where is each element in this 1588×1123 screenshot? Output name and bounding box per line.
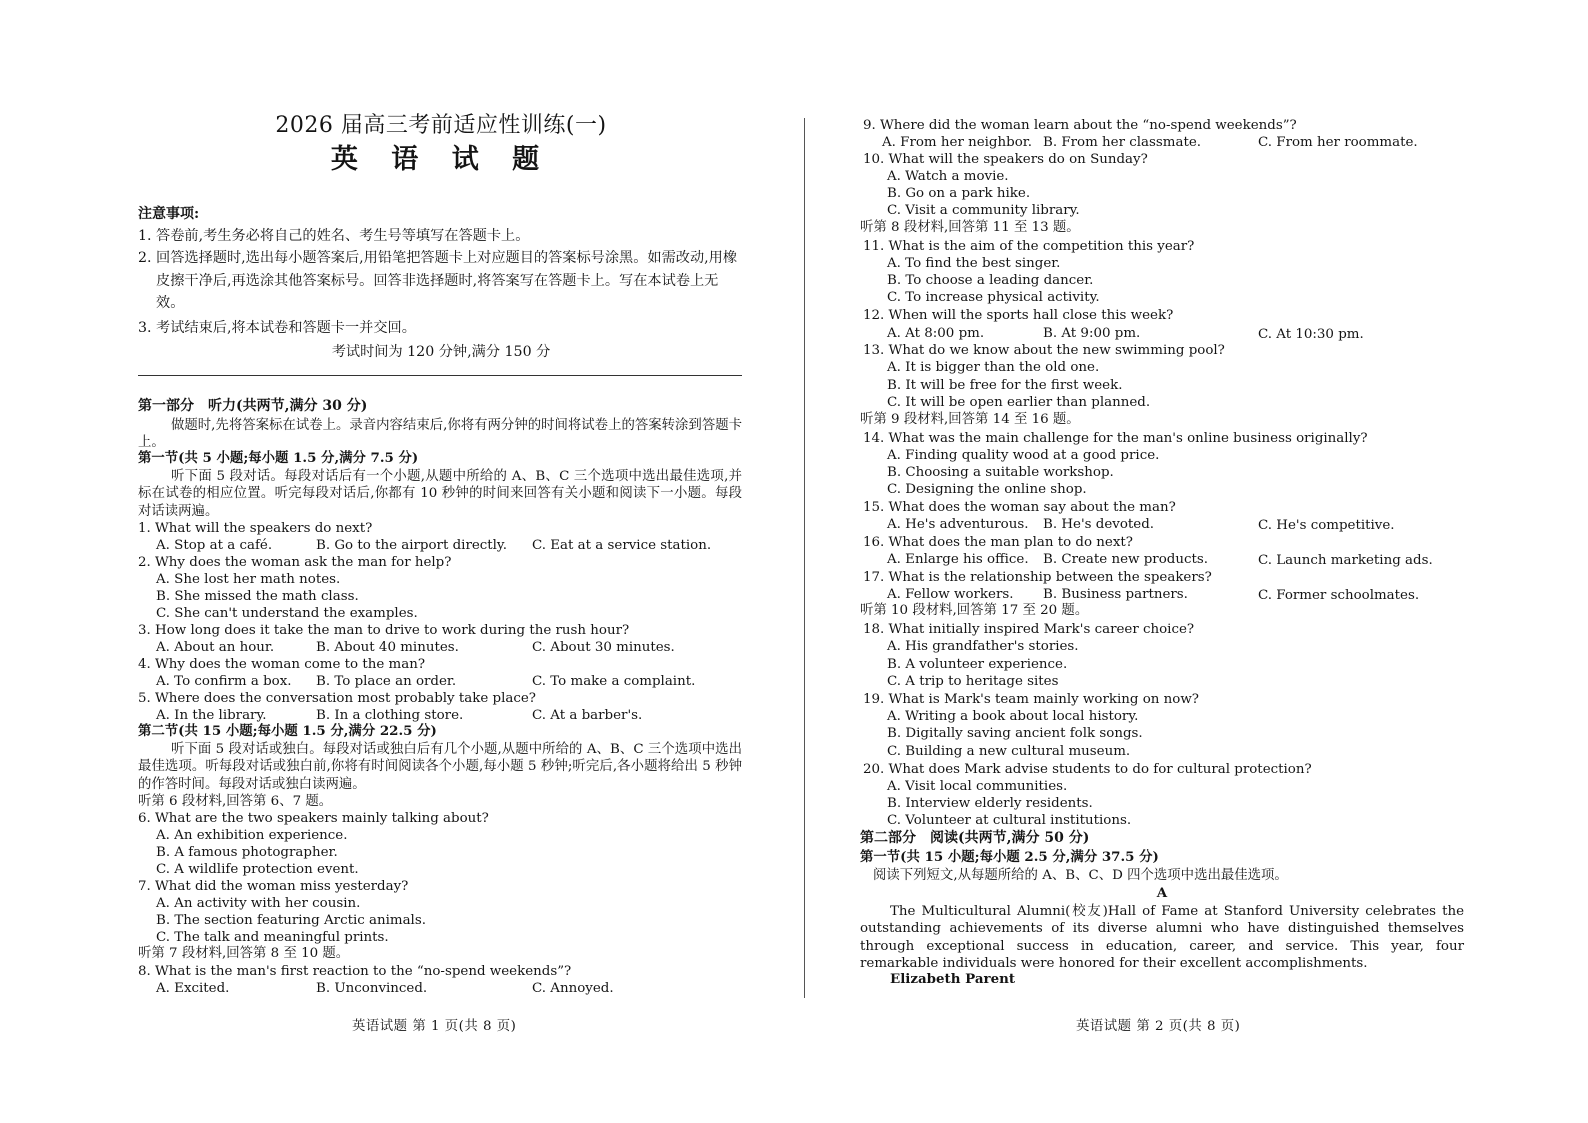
note-text: 答卷前,考生务必将自己的姓名、考生号等填写在答题卡上。 bbox=[156, 228, 530, 244]
question-8: 8. What is the man's first reaction to the “no-spend weekends”? bbox=[138, 964, 572, 979]
option-3a: A. About an hour. bbox=[156, 640, 275, 655]
note-number: 1. bbox=[138, 228, 152, 244]
option-17c: C. Former schoolmates. bbox=[1258, 588, 1420, 603]
reading-section1-heading: 第一节(共 15 小题;每小题 2.5 分,满分 37.5 分) bbox=[860, 849, 1159, 865]
option-11c: C. To increase physical activity. bbox=[887, 290, 1100, 305]
question-11: 11. What is the aim of the competition this year? bbox=[863, 239, 1195, 254]
option-20c: C. Volunteer at cultural institutions. bbox=[887, 813, 1132, 828]
option-14b: B. Choosing a suitable workshop. bbox=[887, 465, 1114, 480]
option-17a: A. Fellow workers. bbox=[887, 587, 1014, 602]
passage-label: A bbox=[1156, 885, 1168, 901]
option-6a: A. An exhibition experience. bbox=[156, 828, 348, 843]
option-19a: A. Writing a book about local history. bbox=[887, 709, 1139, 724]
part1-heading: 第一部分 听力(共两节,满分 30 分) bbox=[138, 398, 368, 414]
option-4c: C. To make a complaint. bbox=[532, 674, 696, 689]
option-5a: A. In the library. bbox=[156, 708, 267, 723]
part1-intro: 做题时,先将答案标在试卷上。录音内容结束后,你将有两分钟的时间将试卷上的答案转涂到答题卡上。 bbox=[138, 418, 742, 451]
note-item-3 bbox=[138, 317, 744, 340]
question-3: 3. How long does it take the man to drive to work during the rush hour? bbox=[138, 623, 630, 638]
note-text: 回答选择题时,选出每小题答案后,用铅笔把答题卡上对应题目的答案标号涂黑。如需改动,用橡皮擦干净后,再选涂其他答案标号。回答非选择题时,将答案写在答题卡上。写在本试卷上无效。 bbox=[156, 250, 738, 311]
note-item-1 bbox=[138, 225, 744, 248]
option-6b: B. A famous photographer. bbox=[156, 845, 338, 860]
note-number: 3. bbox=[138, 320, 152, 336]
option-16a: A. Enlarge his office. bbox=[887, 552, 1029, 567]
option-5b: B. In a clothing store. bbox=[316, 708, 464, 723]
question-4: 4. Why does the woman come to the man? bbox=[138, 657, 426, 672]
option-16b: B. Create new products. bbox=[1043, 552, 1208, 567]
question-6: 6. What are the two speakers mainly talking about? bbox=[138, 811, 489, 826]
option-7c: C. The talk and meaningful prints. bbox=[156, 930, 389, 945]
question-9: 9. Where did the woman learn about the “no-spend weekends”? bbox=[863, 118, 1297, 133]
section1-intro: 听下面 5 段对话。每段对话后有一个小题,从题中所给的 A、B、C 三个选项中选出最佳选项,并标在试卷的相应位置。听完每段对话后,你都有 10 秒钟的时间来回答有关小题和阅读下一小题。每段对话读两遍。 bbox=[138, 469, 742, 519]
option-1c: C. Eat at a service station. bbox=[532, 538, 712, 553]
option-8b: B. Unconvinced. bbox=[316, 981, 428, 996]
option-9a: A. From her neighbor. bbox=[882, 135, 1032, 150]
option-7a: A. An activity with her cousin. bbox=[156, 896, 361, 911]
page-footer-left: 英语试题 第 1 页(共 8 页) bbox=[352, 1019, 517, 1034]
page-footer-right: 英语试题 第 2 页(共 8 页) bbox=[1076, 1019, 1241, 1034]
option-1a: A. Stop at a café. bbox=[156, 538, 273, 553]
question-14: 14. What was the main challenge for the man's online business originally? bbox=[863, 431, 1368, 446]
material-9-instruction: 听第 9 段材料,回答第 14 至 16 题。 bbox=[860, 412, 1080, 427]
question-7: 7. What did the woman miss yesterday? bbox=[138, 879, 409, 894]
option-15b: B. He's devoted. bbox=[1043, 517, 1155, 532]
reading-section1-intro: 阅读下列短文,从每题所给的 A、B、C、D 四个选项中选出最佳选项。 bbox=[873, 868, 1288, 883]
question-2: 2. Why does the woman ask the man for help? bbox=[138, 555, 452, 570]
option-2c: C. She can't understand the examples. bbox=[156, 606, 418, 621]
option-3c: C. About 30 minutes. bbox=[532, 640, 675, 655]
section2-heading: 第二节(共 15 小题;每小题 1.5 分,满分 22.5 分) bbox=[138, 723, 437, 739]
question-18: 18. What initially inspired Mark's career choice? bbox=[863, 622, 1195, 637]
option-6c: C. A wildlife protection event. bbox=[156, 862, 359, 877]
option-9b: B. From her classmate. bbox=[1043, 135, 1202, 150]
option-10a: A. Watch a movie. bbox=[887, 169, 1009, 184]
option-8a: A. Excited. bbox=[156, 981, 230, 996]
question-13: 13. What do we know about the new swimming pool? bbox=[863, 343, 1225, 358]
option-7b: B. The section featuring Arctic animals. bbox=[156, 913, 426, 928]
option-8c: C. Annoyed. bbox=[532, 981, 614, 996]
option-10c: C. Visit a community library. bbox=[887, 203, 1080, 218]
option-13b: B. It will be free for the first week. bbox=[887, 378, 1123, 393]
option-18c: C. A trip to heritage sites bbox=[887, 674, 1059, 689]
note-text: 考试结束后,将本试卷和答题卡一并交回。 bbox=[156, 320, 416, 336]
option-15c: C. He's competitive. bbox=[1258, 518, 1395, 533]
option-2b: B. She missed the math class. bbox=[156, 589, 359, 604]
option-19c: C. Building a new cultural museum. bbox=[887, 744, 1131, 759]
passage-subheading: Elizabeth Parent bbox=[890, 971, 1016, 987]
exam-title-line2: 英 语 试 题 bbox=[330, 144, 552, 175]
option-20b: B. Interview elderly residents. bbox=[887, 796, 1093, 811]
option-18a: A. His grandfather's stories. bbox=[887, 639, 1079, 654]
option-3b: B. About 40 minutes. bbox=[316, 640, 459, 655]
option-16c: C. Launch marketing ads. bbox=[1258, 553, 1433, 568]
option-12a: A. At 8:00 pm. bbox=[887, 326, 985, 341]
question-10: 10. What will the speakers do on Sunday? bbox=[863, 152, 1148, 167]
question-17: 17. What is the relationship between the speakers? bbox=[863, 570, 1212, 585]
exam-title-line1: 2026 届高三考前适应性训练(一) bbox=[275, 113, 607, 138]
material-7-instruction: 听第 7 段材料,回答第 8 至 10 题。 bbox=[138, 946, 350, 961]
option-11b: B. To choose a leading dancer. bbox=[887, 273, 1094, 288]
page-divider bbox=[804, 118, 805, 998]
option-9c: C. From her roommate. bbox=[1258, 135, 1418, 150]
section1-heading: 第一节(共 5 小题;每小题 1.5 分,满分 7.5 分) bbox=[138, 450, 419, 466]
option-13a: A. It is bigger than the old one. bbox=[887, 360, 1100, 375]
option-15a: A. He's adventurous. bbox=[887, 517, 1029, 532]
section2-intro: 听下面 5 段对话或独白。每段对话或独白后有几个小题,从题中所给的 A、B、C 三个选项中选出最佳选项。听每段对话或独白前,你将有时间阅读各个小题,每小题 5 秒钟;听完后,各小题将给出 5 秒钟的作答时间。每段对话或独白读两遍。 bbox=[138, 742, 742, 792]
option-11a: A. To find the best singer. bbox=[887, 256, 1061, 271]
option-2a: A. She lost her math notes. bbox=[156, 572, 341, 587]
option-20a: A. Visit local communities. bbox=[887, 779, 1068, 794]
part2-heading: 第二部分 阅读(共两节,满分 50 分) bbox=[860, 830, 1090, 846]
option-14c: C. Designing the online shop. bbox=[887, 482, 1087, 497]
option-14a: A. Finding quality wood at a good price. bbox=[887, 448, 1160, 463]
material-10-instruction: 听第 10 段材料,回答第 17 至 20 题。 bbox=[860, 603, 1089, 618]
note-number: 2. bbox=[138, 250, 152, 266]
question-19: 19. What is Mark's team mainly working on now? bbox=[863, 692, 1199, 707]
question-12: 12. When will the sports hall close this week? bbox=[863, 308, 1174, 323]
material-6-instruction: 听第 6 段材料,回答第 6、7 题。 bbox=[138, 794, 333, 809]
question-1: 1. What will the speakers do next? bbox=[138, 521, 373, 536]
option-10b: B. Go on a park hike. bbox=[887, 186, 1031, 201]
note-item-2 bbox=[138, 247, 744, 315]
option-4b: B. To place an order. bbox=[316, 674, 457, 689]
question-5: 5. Where does the conversation most probably take place? bbox=[138, 691, 536, 706]
option-19b: B. Digitally saving ancient folk songs. bbox=[887, 726, 1143, 741]
section-divider bbox=[138, 375, 742, 376]
option-18b: B. A volunteer experience. bbox=[887, 657, 1068, 672]
option-1b: B. Go to the airport directly. bbox=[316, 538, 507, 553]
option-13c: C. It will be open earlier than planned. bbox=[887, 395, 1151, 410]
option-5c: C. At a barber's. bbox=[532, 708, 643, 723]
passage-a-paragraph: The Multicultural Alumni(校友)Hall of Fame at Stanford University celebrates the outstanding achievements of its diverse alumni who have distinguished themselves through exceptional success in education, career, and service. This year, four remarkable individuals were honored for their excellent accomplishments. bbox=[860, 904, 1464, 971]
notes-heading: 注意事项: bbox=[138, 206, 200, 222]
option-12c: C. At 10:30 pm. bbox=[1258, 327, 1364, 342]
question-15: 15. What does the woman say about the man? bbox=[863, 500, 1176, 515]
option-12b: B. At 9:00 pm. bbox=[1043, 326, 1141, 341]
option-17b: B. Business partners. bbox=[1043, 587, 1188, 602]
material-8-instruction: 听第 8 段材料,回答第 11 至 13 题。 bbox=[860, 220, 1080, 235]
exam-time-line: 考试时间为 120 分钟,满分 150 分 bbox=[331, 344, 551, 360]
question-20: 20. What does Mark advise students to do for cultural protection? bbox=[863, 762, 1312, 777]
option-4a: A. To confirm a box. bbox=[156, 674, 292, 689]
question-16: 16. What does the man plan to do next? bbox=[863, 535, 1133, 550]
